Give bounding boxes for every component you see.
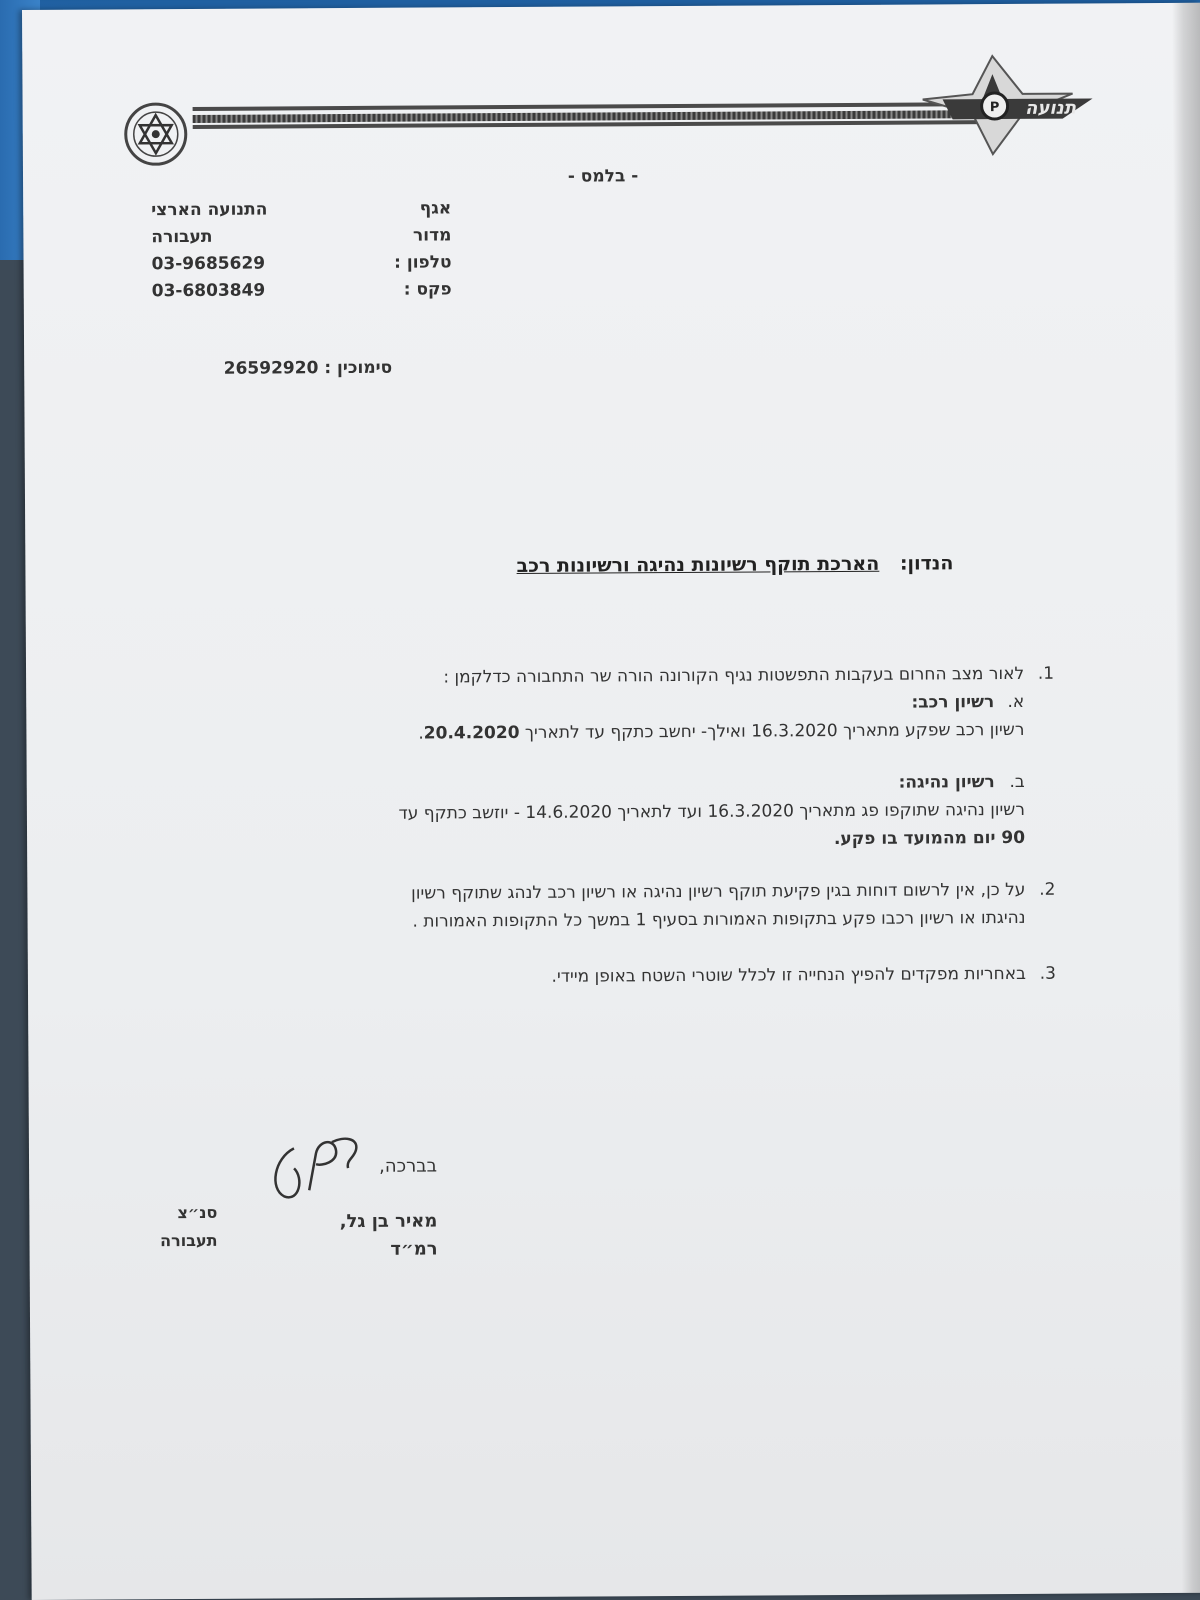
division-label: אגף: [419, 198, 452, 219]
sub-item: [164, 688, 1024, 749]
department-label: מדור: [412, 225, 452, 246]
letter-body: [164, 660, 1056, 993]
co-signer-title: סנ״צ: [177, 1202, 218, 1223]
phone-label: טלפון :: [394, 252, 452, 273]
list-item: [164, 660, 1055, 857]
sub-item-letter: ב.: [1009, 771, 1025, 792]
fax-value: 03-6803849: [151, 280, 266, 302]
subject-line: [517, 552, 954, 577]
signer-name: מאיר בן גל,: [339, 1210, 438, 1233]
classification-marking: - בלמס -: [567, 166, 639, 187]
list-item: [166, 960, 1056, 993]
subject-text: הארכת תוקף רשיונות נהיגה ורשיונות רכב: [516, 552, 880, 577]
sub-item-title: רשיון נהיגה:: [898, 772, 995, 793]
sender-block: [151, 195, 452, 305]
sub-item-text: 90 יום מהמועד בו פקע.: [833, 827, 1026, 850]
sub-item-date: 20.4.2020: [423, 722, 520, 744]
item-text: לאור מצב החרום בעקבות התפשטות נגיף הקורונה הורה שר התחבורה כדלקמן :: [443, 663, 1025, 688]
item-number: 3.: [1039, 963, 1056, 984]
department-value: תעבורה: [151, 226, 213, 248]
item-number: 2.: [1039, 879, 1056, 900]
item-text: באחריות מפקדים להפיץ הנחייה זו לכלל שוטרי השטח באופן מיידי.: [551, 963, 1026, 987]
fax-label: פקס :: [403, 279, 452, 300]
item-text: נהיגתו או רשיון רכבו פקע בתקופות האמורות בסעיף 1 במשך כל התקופות האמורות .: [412, 907, 1026, 932]
sub-item: [165, 768, 1025, 857]
reference-number: סימוכין : 26592920: [223, 357, 393, 379]
phone-value: 03-9685629: [151, 253, 266, 275]
division-value: התנועה הארצי: [151, 199, 268, 221]
sub-item-text: רשיון רכב שפקע מתאריך 16.3.2020 ואילך- יחשב כתקף עד לתאריך 20.4.2020.: [418, 719, 1025, 744]
svg-text:תנועה: תנועה: [1025, 97, 1077, 119]
closing-text: בברכה,: [379, 1155, 438, 1177]
list-item: [165, 876, 1056, 937]
signer-block: [340, 1207, 438, 1264]
item-text: על כן, אין לרשום דוחות בגין פקיעת תוקף רשיון נהיגה או רשיון רכב לנהג שתוקף רשיון: [411, 879, 1026, 904]
co-signer-unit: תעבורה: [159, 1230, 218, 1251]
paper-sheet: [22, 3, 1200, 1600]
sub-item-title: רשיון רכב:: [911, 692, 995, 713]
signer-rank: רמ״ד: [390, 1238, 438, 1260]
item-number: 1.: [1037, 663, 1055, 684]
svg-text:P: P: [989, 100, 1000, 116]
sub-item-text: רשיון נהיגה שתוקפו פג מתאריך 16.3.2020 ועד לתאריך 14.6.2020 - יוזשב כתקף עד: [398, 799, 1025, 824]
sub-item-letter: א.: [1007, 691, 1025, 712]
subject-label: הנדון:: [899, 552, 954, 575]
handwritten-signature: [264, 1128, 374, 1209]
co-signer-block: [160, 1199, 218, 1255]
